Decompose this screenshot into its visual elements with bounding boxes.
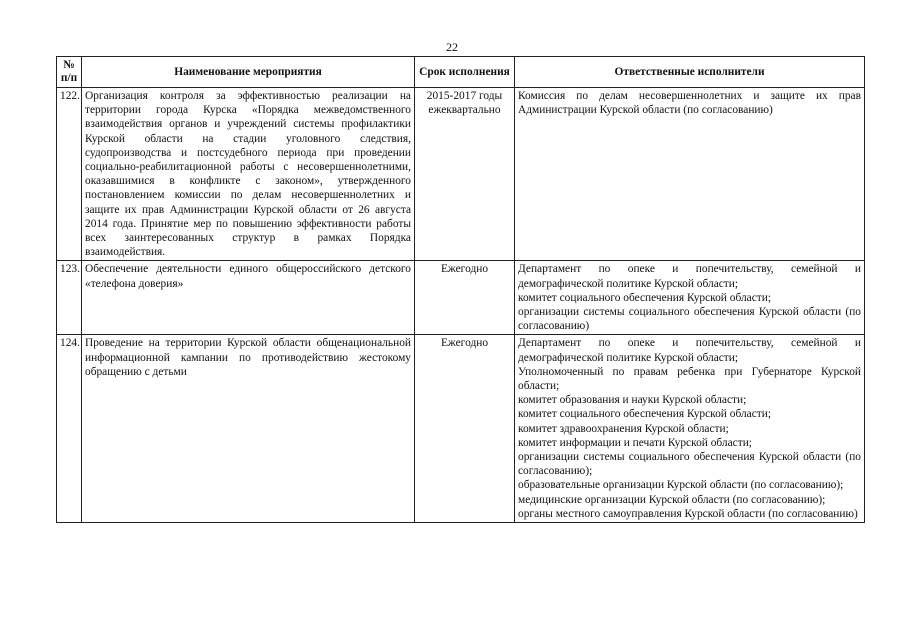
executor-item: комитет здравоохранения Курской области; (518, 422, 729, 435)
measure-executors (515, 261, 865, 335)
measure-term: 2015-2017 годы ежеквартально (415, 88, 515, 261)
measure-executors (515, 335, 865, 523)
table-row (57, 261, 865, 335)
executor-item: организации системы социального обеспечения Курской области (по согласованию) (518, 306, 861, 333)
executor-item: комитет образования и науки Курской области; (518, 394, 747, 407)
table-header-row (57, 57, 865, 88)
measure-term: Ежегодно (415, 335, 515, 523)
executor-item: органы местного самоуправления Курской области (по согласованию) (518, 507, 858, 520)
table-row (57, 335, 865, 523)
measure-name: Проведение на территории Курской области общенациональной информационной кампании по противодействию жестокому обращению с детьми (82, 335, 415, 523)
header-executors: Ответственные исполнители (515, 57, 865, 88)
page-number: 22 (446, 40, 458, 54)
row-number: 124. (57, 335, 82, 523)
executor-item: медицинские организации Курской области (по согласованию); (518, 493, 826, 506)
measure-term: Ежегодно (415, 261, 515, 335)
executor-item: комитет социального обеспечения Курской области; (518, 291, 771, 304)
table-row (57, 88, 865, 261)
header-term: Срок исполнения (415, 57, 515, 88)
measures-table (56, 56, 865, 523)
executor-item: комитет информации и печати Курской области; (518, 436, 752, 449)
executor-item: Комиссия по делам несовершеннолетних и защите их прав Администрации Курской области (по согласованию) (518, 90, 861, 117)
measure-name: Обеспечение деятельности единого общероссийского детского «телефона доверия» (82, 261, 415, 335)
executor-item: комитет социального обеспечения Курской области; (518, 408, 771, 421)
executor-item: Департамент по опеке и попечительству, семейной и демографической политике Курской области; (518, 337, 861, 364)
executor-item: образовательные организации Курской области (по согласованию); (518, 479, 844, 492)
header-num: № п/п (57, 57, 82, 88)
header-name: Наименование мероприятия (82, 57, 415, 88)
measure-name: Организация контроля за эффективностью реализации на территории города Курска «Порядка межведомственного взаимодействия органов и учреждений системы профилактики Курской области на стадии уголовного следствия, судопроизводства и постсудебного периода при проведении социально-реабилитационной работы с несовершеннолетними, оказавшимися в конфликте с законом», утвержденного постановлением комиссии по делам несовершеннолетних и защите их прав Администрации Курской области от 26 августа 2014 года. Принятие мер по повышению эффективности работы всех заинтересованных структур в рамках Порядка взаимодействия. (82, 88, 415, 261)
executor-item: Уполномоченный по правам ребенка при Губернаторе Курской области; (518, 365, 861, 393)
executor-item: Департамент по опеке и попечительству, семейной и демографической политике Курской области; (518, 263, 861, 290)
measure-executors (515, 88, 865, 261)
row-number: 122. (57, 88, 82, 261)
row-number: 123. (57, 261, 82, 335)
executor-item: организации системы социального обеспечения Курской области (по согласованию); (518, 451, 861, 478)
